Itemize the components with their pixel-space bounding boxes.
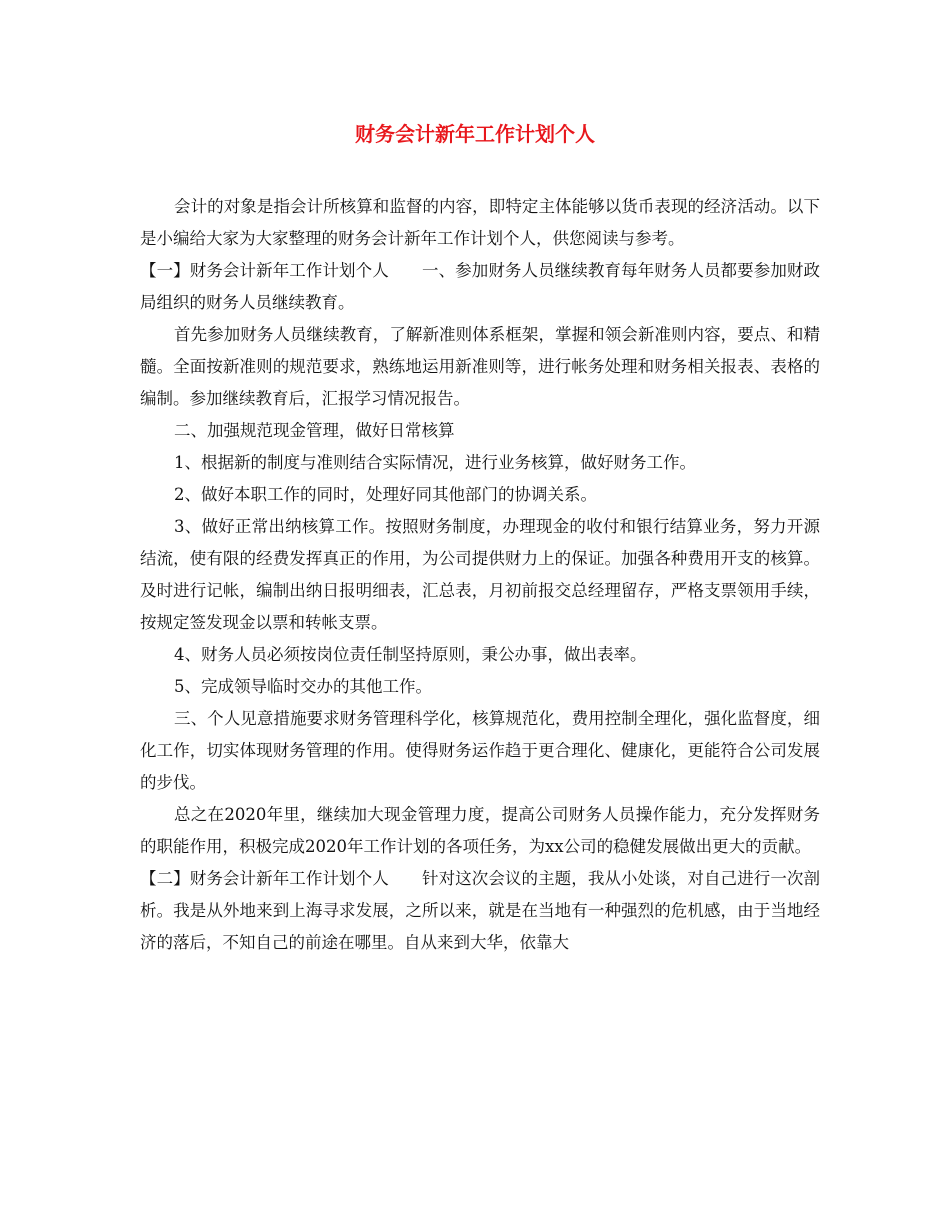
paragraph-item-1: 1、根据新的制度与准则结合实际情况，进行业务核算，做好财务工作。 (174, 453, 696, 472)
paragraph-item-3: 3、做好正常出纳核算工作。按照财务制度，办理现金的收付和银行结算业务，努力开源结流，使有限的经费发挥真正的作用，为公司提供财力上的保证。加强各种费用开支的核算。及时进行记帐，编制出纳日报明细表，汇总表，月初前报交总经理留存，严格支票领用手续，按规定签发现金以票和转帐支票。 (140, 517, 820, 632)
paragraph-section-two: 【二】财务会计新年工作计划个人 针对这次会议的主题，我从小处谈，对自己进行一次剖析。我是从外地来到上海寻求发展，之所以来，就是在当地有一种强烈的危机感，由于当地经济的落后，不知自己的前途在哪里。自从来到大华，依靠大 (140, 869, 820, 952)
paragraph-education: 首先参加财务人员继续教育，了解新准则体系框架，掌握和领会新准则内容，要点、和精髓。全面按新准则的规范要求，熟练地运用新准则等，进行帐务处理和财务相关报表、表格的编制。参加继续教育后，汇报学习情况报告。 (140, 325, 820, 408)
paragraph-summary: 总之在2020年里，继续加大现金管理力度，提高公司财务人员操作能力，充分发挥财务的职能作用，积极完成2020年工作计划的各项任务，为xx公司的稳健发展做出更大的贡献。 (140, 805, 820, 856)
paragraph-section-one: 【一】财务会计新年工作计划个人 一、参加财务人员继续教育每年财务人员都要参加财政局组织的财务人员继续教育。 (140, 261, 820, 312)
document-title: 财务会计新年工作计划个人 (355, 122, 595, 146)
paragraph-heading-two: 二、加强规范现金管理，做好日常核算 (174, 421, 455, 440)
paragraph-heading-three: 三、个人见意措施要求财务管理科学化，核算规范化，费用控制全理化，强化监督度，细化工作，切实体现财务管理的作用。使得财务运作趋于更合理化、健康化，更能符合公司发展的步伐。 (140, 709, 820, 792)
paragraph-intro: 会计的对象是指会计所核算和监督的内容，即特定主体能够以货币表现的经济活动。以下是小编给大家为大家整理的财务会计新年工作计划个人，供您阅读与参考。 (140, 197, 820, 248)
paragraph-item-2: 2、做好本职工作的同时，处理好同其他部门的协调关系。 (174, 485, 597, 504)
paragraph-item-4: 4、财务人员必须按岗位责任制坚持原则，秉公办事，做出表率。 (174, 645, 647, 664)
paragraph-item-5: 5、完成领导临时交办的其他工作。 (174, 677, 432, 696)
document-body (140, 191, 820, 959)
